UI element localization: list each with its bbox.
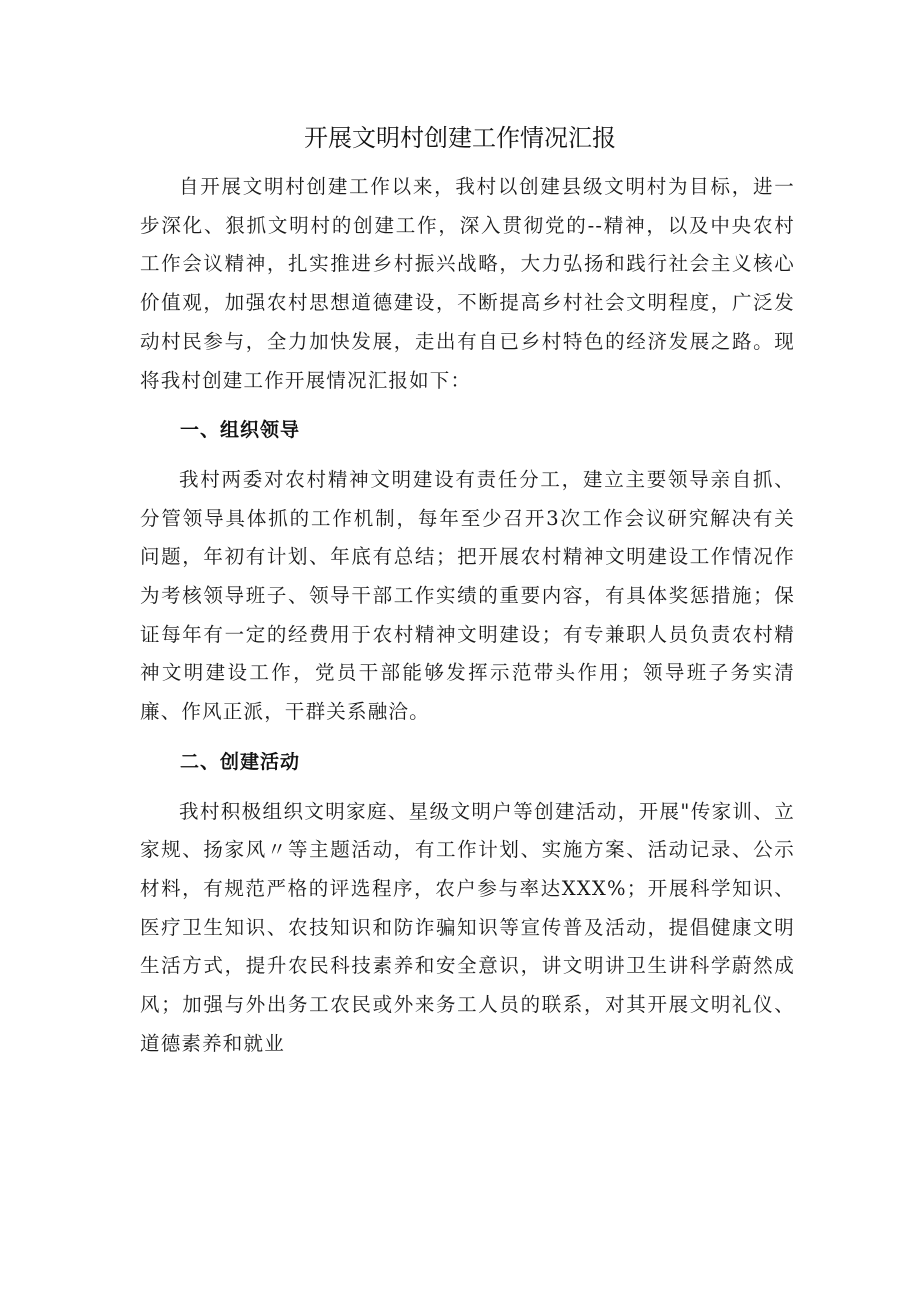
section-paragraph-organization: 我村两委对农村精神文明建设有责任分工，建立主要领导亲自抓、分管领导具体抓的工作机制，每年至少召开3次工作会议研究解决有关问题，年初有计划、年底有总结；把开展农村精神文明建设工作情况作为考核领导班子、领导干部工作实绩的重要内容，有具体奖惩措施；保证每年有一定的经费用于农村精神文明建设；有专兼职人员负责农村精神文明建设工作，党员干部能够发挥示范带头作用；领导班子务实清廉、作风正派，干群关系融洽。 [140, 467, 795, 724]
section-paragraph-activities: 我村积极组织文明家庭、星级文明户等创建活动，开展"传家训、立家规、扬家风〃等主题活动，有工作计划、实施方案、活动记录、公示材料，有规范严格的评选程序，农户参与率达XXX%；开展科学知识、医疗卫生知识、农技知识和防诈骗知识等宣传普及活动，提倡健康文明生活方式，提升农民科技素养和安全意识，讲文明讲卫生讲科学蔚然成风；加强与外出务工农民或外来务工人员的联系，对其开展文明礼仪、道德素养和就业 [140, 799, 795, 1055]
section-heading-activities: 二、创建活动 [180, 750, 301, 773]
document-body [140, 168, 795, 1074]
section-heading-organization: 一、组织领导 [180, 419, 301, 442]
document-title: 开展文明村创建工作情况汇报 [304, 124, 616, 152]
intro-paragraph: 自开展文明村创建工作以来，我村以创建县级文明村为目标，进一步深化、狠抓文明村的创建工作，深入贯彻党的--精神，以及中央农村工作会议精神，扎实推进乡村振兴战略，大力弘扬和践行社会主义核心价值观，加强农村思想道德建设，不断提高乡村社会文明程度，广泛发动村民参与，全力加快发展，走出有自已乡村特色的经济发展之路。现将我村创建工作开展情况汇报如下： [140, 175, 795, 392]
